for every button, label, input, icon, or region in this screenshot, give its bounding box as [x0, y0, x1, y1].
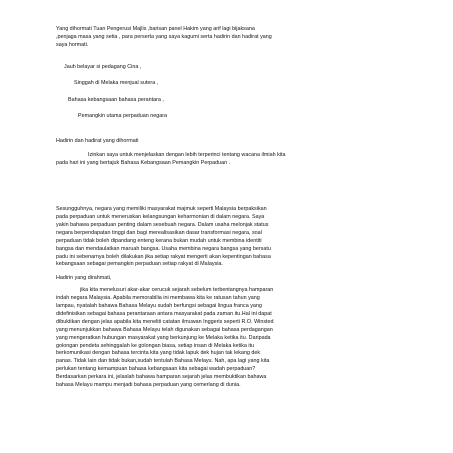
body-paragraph-1	[56, 206, 401, 269]
text-line: negara berpendapatan tinggi dan bagi merealisasikan dasar transformasi negara, soal	[56, 229, 262, 236]
text-line: yakin bahawa perpaduan penting dalam sesebuah negara. Dalam usaha melonjak status	[56, 221, 269, 228]
text-line: Yang dihormati Tuan Pengerusi Majlis ,barisan panel Hakim yang arif lagi bijaksana	[56, 26, 255, 32]
text-line: panas. Tidak lain dan tidak bukan,sudah tentulah Bahasa Melayu. Nah, apa lagi yang kita	[56, 358, 270, 365]
text-line: jika kita menelusuri akar-akar cerucuk sejarah sebelum terbentangnya hamparan	[80, 287, 274, 294]
text-line: pada hari ini yang bertajuk Bahasa Kebangsaan Pemangkin Perpaduan .	[56, 160, 231, 167]
text-line: saya hormati.	[56, 41, 89, 48]
text-line: yang menunjukkan bahawa Bahasa Melayu telah digunakan sebagai bahasa perdagangan	[56, 326, 273, 333]
text-line: Berdasarkan perkara ini, jelaslah bahawa hamparan sejarah jelas membuktikan bahawa	[56, 374, 267, 381]
verse-line: Jauh belayar si pedagang Cina ,	[64, 63, 142, 70]
text-line: dibuktikan dengan jelas apabila kita meneliti catatan ilmuwan Inggeris seperti R.O. Winsted	[56, 318, 274, 325]
text-line: perlukan tentang kemampuan bahasa kebangsaan kita sebagai wadah perpaduan?	[56, 366, 256, 373]
text-line: berkomunikasi dengan bahasa tercinta kita yang tidak lapuk dek hujan tak lekang dek	[56, 350, 261, 357]
text-line: lampau, nyatalah bahawa Bahasa Melayu sudah berfungsi sebagai lingua franca yang	[56, 303, 262, 310]
verse-line: Pemangkin utama perpaduan negara	[78, 112, 168, 119]
text-line: pada perpaduan untuk meneruskan kelangsungan keharmonian di dalam negara. Saya	[56, 213, 265, 220]
text-line: Sesungguhnya, negara yang memiliki masyarakat majmuk seperti Malaysia berpaksikan	[56, 206, 267, 213]
address-heading: Hadirin dan hadirat yang dihormati	[56, 138, 139, 145]
intro-paragraph	[56, 152, 401, 168]
verse-line: Singgah di Melaka menjual sutera ,	[74, 80, 159, 87]
text-line: perpaduan tidak boleh dipandang enteng kerana bukan mudah untuk membina identiti	[56, 237, 262, 244]
text-line: indah negara Malaysia. Apabila memorabilia ini membawa kita ke ratusan tahun yang	[56, 295, 260, 302]
verse-line: Bahasa kebangsaan bahasa perantara ,	[68, 96, 164, 103]
greeting-paragraph	[56, 26, 401, 50]
text-line: Izinkan saya untuk menjelaskan dengan lebih terperinci tentang wacana ilmiah kita	[88, 152, 286, 159]
text-line: yang mengeratkan hubungan masyarakat yang berkunjung ke Melaka ketika itu. Daripada	[56, 334, 271, 341]
text-line: ,penjaga masa yang setia , para perserta yang saya kagumi serta hadirin dan hadirat yang	[56, 33, 272, 40]
body-paragraph-2	[56, 287, 401, 390]
address-heading: Hadirin yang dirahmati,	[56, 275, 112, 282]
text-line: padu ini sebenarnya boleh dilakukan jika setiap rakyat mengerti akan kepentingan bahasa	[56, 253, 271, 260]
text-line: kebangsaan sebagai pemangkin perpaduan setiap rakyat di Malaysia.	[56, 261, 223, 268]
pantun-verse	[56, 64, 401, 121]
text-line: bahasa Melayu mampu menjadi bahasa perpaduan yang cemerlang di dunia.	[56, 382, 241, 389]
text-line: golongan pendeta sehinggalah ke golongan biasa, setiap insan di Melaka ketika itu	[56, 342, 255, 349]
text-line: didefinisikan sebagai bahasa perantaraan antara masyarakat pada zaman itu.Hal ini dapat	[56, 310, 272, 317]
text-line: bangsa dan mendaulatkan maruah bangsa. Usaha membina negara bangsa yang bersatu	[56, 245, 271, 252]
